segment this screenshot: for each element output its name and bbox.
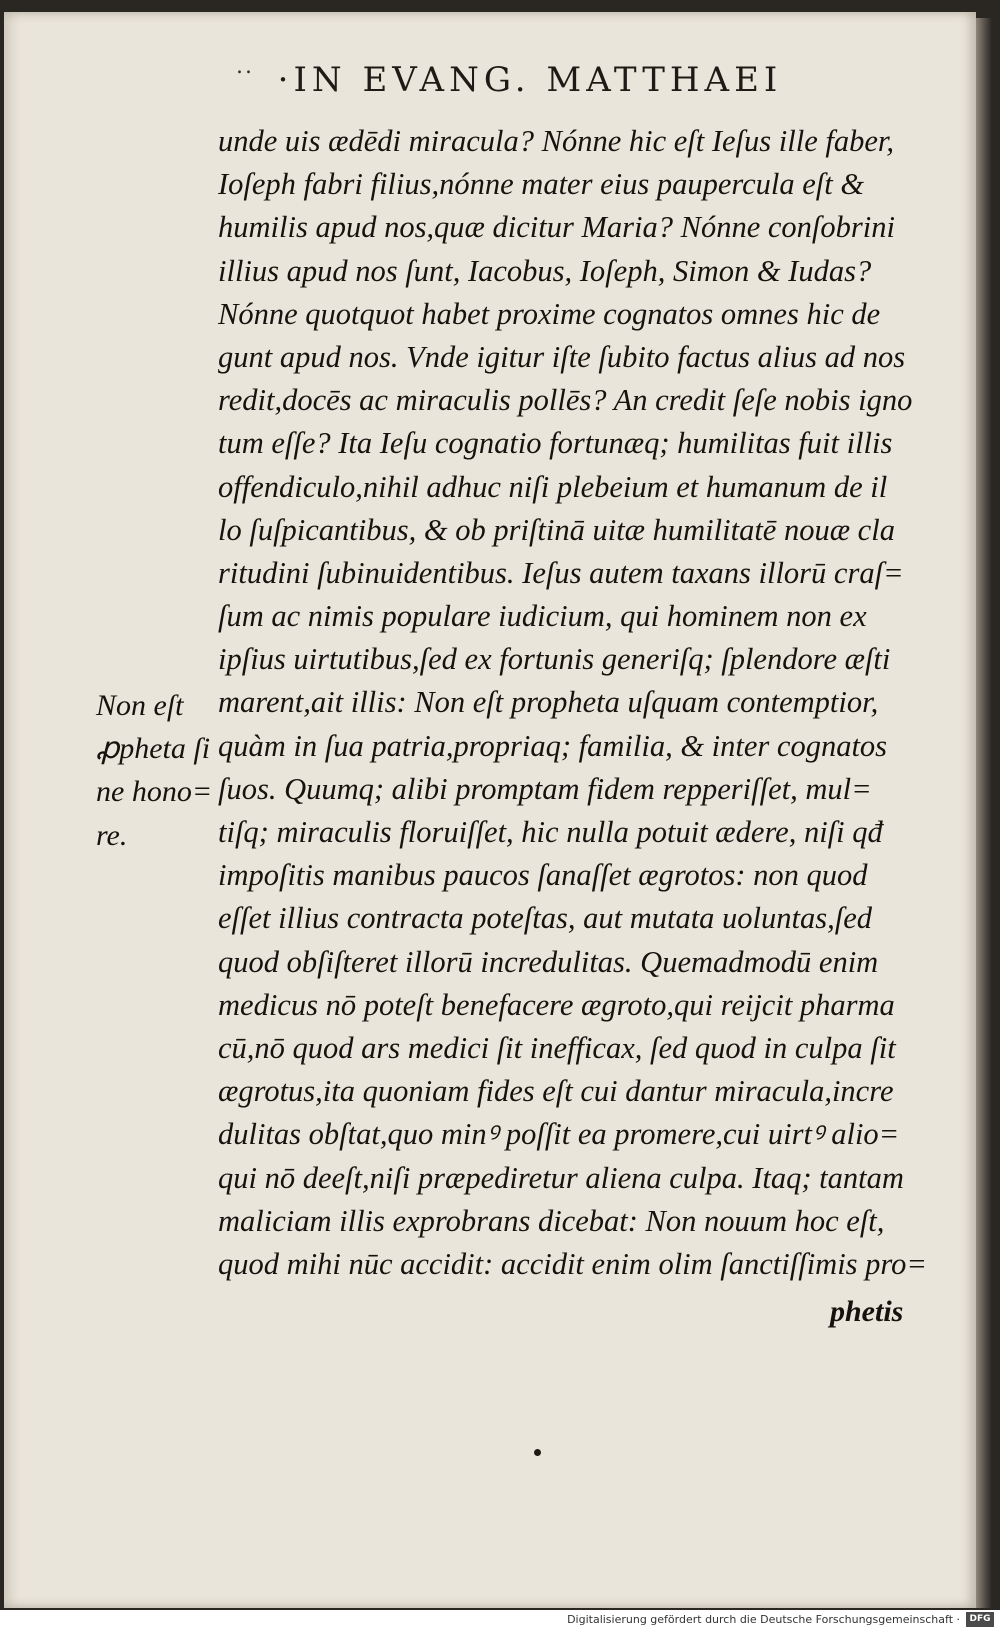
footer-bar (0, 1610, 1000, 1631)
text-line: quàm in ſua patria,propriaq; familia, & inter cognatos (218, 728, 888, 763)
text-line: dulitas obſtat,quo minꝰ poſſit ea promere,cui uirtꝰ alio= (218, 1117, 900, 1152)
body-text (218, 120, 927, 1286)
margin-line: re. (96, 818, 128, 852)
text-line: quod mihi nūc accidit: accidit enim olim ſanctiſſimis pro= (218, 1246, 927, 1281)
page-edge-shadow (976, 18, 992, 1608)
text-line: ritudini ſubinuidentibus. Ieſus autem taxans illorū craſ= (218, 555, 904, 590)
margin-line: ne hono= (96, 775, 213, 809)
marginal-note (96, 684, 216, 857)
text-line: ægrotus,ita quoniam fides eſt cui dantur miracula,incre (218, 1074, 894, 1109)
text-line: medicus nō poteſt benefacere ægroto,qui reijcit pharma (218, 987, 895, 1022)
text-line: offendiculo,nihil adhuc niſi plebeium et humanum de il (218, 469, 888, 504)
catchword: phetis (830, 1295, 904, 1328)
text-line: humilis apud nos,quæ dicitur Maria? Nónne conſobrini (218, 210, 895, 245)
dfg-logo: DFG (966, 1612, 994, 1627)
text-line: ſum ac nimis populare iudicium, qui hominem non ex (218, 599, 867, 634)
text-line: tiſq; miraculis floruiſſet, hic nulla potuit ædere, niſi qđ (218, 815, 883, 849)
text-line: unde uis ædēdi miracula? Nónne hic eſt Ieſus ille faber, (218, 124, 894, 158)
footer-credit: Digitalisierung gefördert durch die Deutsche Forschungsgemeinschaft · (567, 1613, 960, 1626)
page-title: ·IN EVANG. MATTHAEI (277, 60, 783, 100)
text-line: quod obſiſteret illorū incredulitas. Quemadmodū enim (218, 944, 879, 979)
text-line: gunt apud nos. Vnde igitur iſte ſubito factus alius ad nos (218, 339, 906, 374)
text-line: redit,docēs ac miraculis pollēs? An credit ſeſe nobis igno (218, 383, 913, 418)
text-line: Ioſeph fabri filius,nónne mater eius paupercula eſt & (218, 167, 865, 202)
text-line: cū,nō quod ars medici ſit inefficax, ſed quod in culpa ſit (218, 1030, 896, 1065)
book-page (4, 12, 976, 1608)
text-line: maliciam illis exprobrans dicebat: Non nouum hoc eſt, (218, 1203, 885, 1238)
text-line: marent,ait illis: Non eſt propheta uſquam contemptior, (218, 685, 879, 720)
text-line: illius apud nos ſunt, Iacobus, Ioſeph, Simon & Iudas? (218, 253, 872, 288)
margin-line: Non eſt (96, 689, 184, 722)
running-header (4, 54, 976, 100)
text-line: qui nō deeſt,niſi præpediretur aliena culpa. Itaq; tantam (218, 1160, 904, 1195)
text-line: impoſitis manibus paucos ſanaſſet ægrotos: non quod (218, 858, 868, 893)
header-ornament: .. (236, 54, 254, 79)
text-line: Nónne quotquot habet proxime cognatos omnes hic de (218, 296, 881, 331)
text-line: ſuos. Quumq; alibi promptam fidem repperiſſet, mul= (218, 771, 872, 806)
text-line: ipſius uirtutibus,ſed ex fortunis generiſq; ſplendore æſti (218, 642, 891, 677)
text-line: lo ſuſpicantibus, & ob priſtinā uitæ humilitatē nouæ cla (218, 512, 895, 547)
text-line: eſſet illius contracta poteſtas, aut mutata uoluntas,ſed (218, 901, 873, 936)
text-line: tum eſſe? Ita Ieſu cognatio fortunæq; humilitas fuit illis (218, 426, 893, 461)
margin-line: ꝓpheta ſi (96, 732, 211, 766)
signature-dot (534, 1449, 541, 1456)
